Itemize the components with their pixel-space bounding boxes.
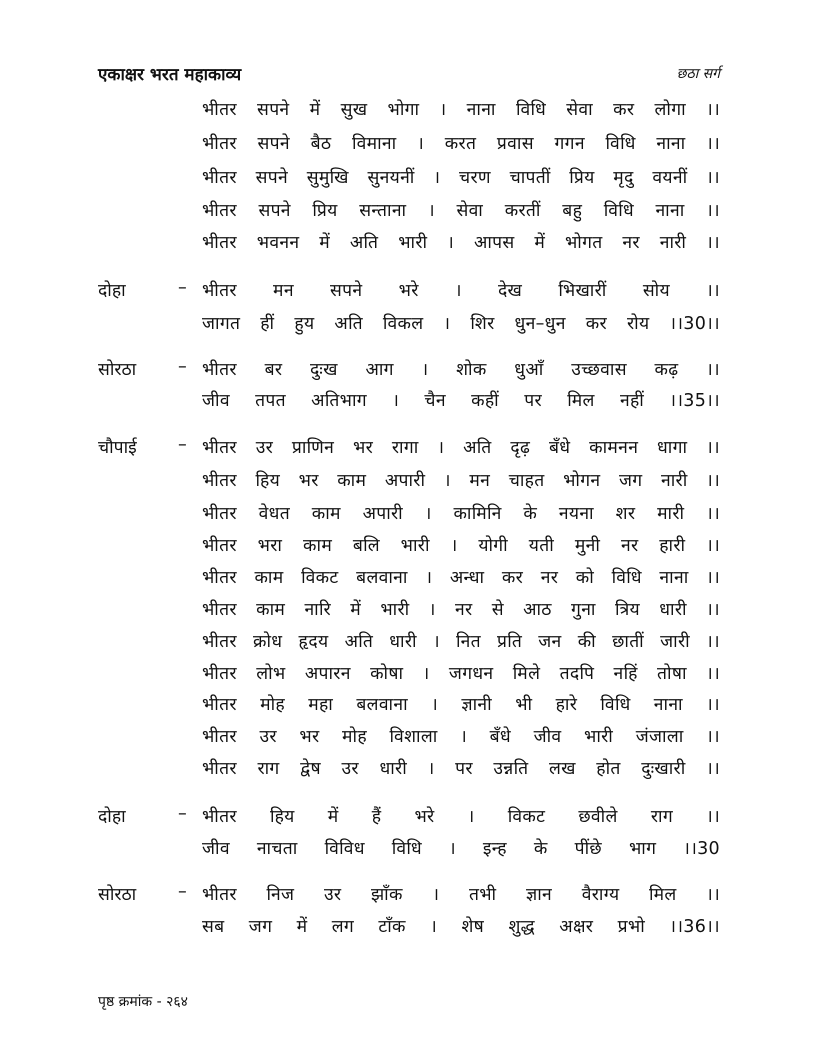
verse-line: भीतर वेधत काम अपारी । कामिनि के नयना शर मारी ।।	[202, 504, 720, 524]
verse-line: भीतर मोह महा बलवाना । ज्ञानी भी हारे विधि नाना ।।	[202, 695, 720, 715]
page-number: पृष्ठ क्रमांक - २६४	[98, 994, 188, 1010]
verse-type-label: दोहा	[98, 807, 126, 827]
verse-line: भीतर राग द्वेष उर धारी । पर उन्नति लख होत दुःखारी ।।	[202, 759, 720, 779]
verse-line: भीतर सपने सुमुखि सुनयनीं । चरण चापतीं प्रिय मृदु वयनीं ।।	[202, 168, 720, 188]
verse-line: सब जग में लग टाँक । शेष शुद्ध अक्षर प्रभो ।।36।।	[202, 917, 720, 937]
verse-dash: –	[178, 435, 187, 455]
verse-line: भीतर लोभ अपारन कोषा । जगधन मिले तदपि नहिं तोषा ।।	[202, 664, 720, 684]
verse-line: भीतर बर दुःख आग । शोक धुआँ उच्छवास कढ़ ।।	[202, 360, 720, 380]
verse-line: भीतर निज उर झाँक । तभी ज्ञान वैराग्य मिल ।।	[202, 885, 720, 905]
verse-line: भीतर हिय में हैं भरे । विकट छवीले राग ।।	[202, 807, 720, 827]
verse-line: भीतर सपने बैठ विमाना । करत प्रवास गगन विधि नाना ।।	[202, 134, 720, 154]
verse-line: जीव तपत अतिभाग । चैन कहीं पर मिल नहीं ।।35।।	[202, 391, 720, 411]
verse-line: भीतर उर भर मोह विशाला । बँधे जीव भारी जंजाला ।।	[202, 727, 720, 747]
verse-line: भीतर काम विकट बलवाना । अन्धा कर नर को विधि नाना ।।	[202, 568, 720, 588]
verse-line: भीतर सपने में सुख भोगा । नाना विधि सेवा कर लोगा ।।	[202, 100, 720, 120]
verse-line: भीतर मन सपने भरे । देख भिखारीं सोय ।।	[202, 281, 720, 301]
verse-type-label: सोरठा	[98, 885, 137, 905]
verse-dash: –	[178, 882, 187, 902]
verse-line: भीतर भवनन में अति भारी । आपस में भोगत नर नारी ।।	[202, 233, 720, 253]
chapter-label: छठा सर्ग	[676, 66, 720, 82]
verse-line: भीतर सपने प्रिय सन्ताना । सेवा करतीं बहु विधि नाना ।।	[202, 201, 720, 221]
verse-dash: –	[178, 804, 187, 824]
verse-dash: –	[178, 278, 187, 298]
verse-type-label: दोहा	[98, 281, 126, 301]
verse-line: भीतर भरा काम बलि भारी । योगी यती मुनी नर हारी ।।	[202, 536, 720, 556]
verse-type-label: चौपाई	[98, 438, 137, 458]
verse-line: भीतर उर प्राणिन भर रागा । अति दृढ़ बँधे कामनन धागा ।।	[202, 438, 720, 458]
verse-line: जीव नाचता विविध विधि । इन्ह के पींछे भाग ।।30	[202, 839, 720, 859]
verse-dash: –	[178, 357, 187, 377]
verse-line: भीतर हिय भर काम अपारी । मन चाहत भोगन जग नारी ।।	[202, 471, 720, 491]
verse-line: भीतर काम नारि में भारी । नर से आठ गुना त्रिय धारी ।।	[202, 600, 720, 620]
verse-line: जागत हीं हुय अति विकल । शिर धुन–धुन कर रोय ।।30।।	[202, 314, 720, 334]
book-title: एकाक्षर भरत महाकाव्य	[98, 65, 242, 85]
verse-line: भीतर क्रोध हृदय अति धारी । नित प्रति जन की छातीं जारी ।।	[202, 632, 720, 652]
verse-type-label: सोरठा	[98, 360, 137, 380]
